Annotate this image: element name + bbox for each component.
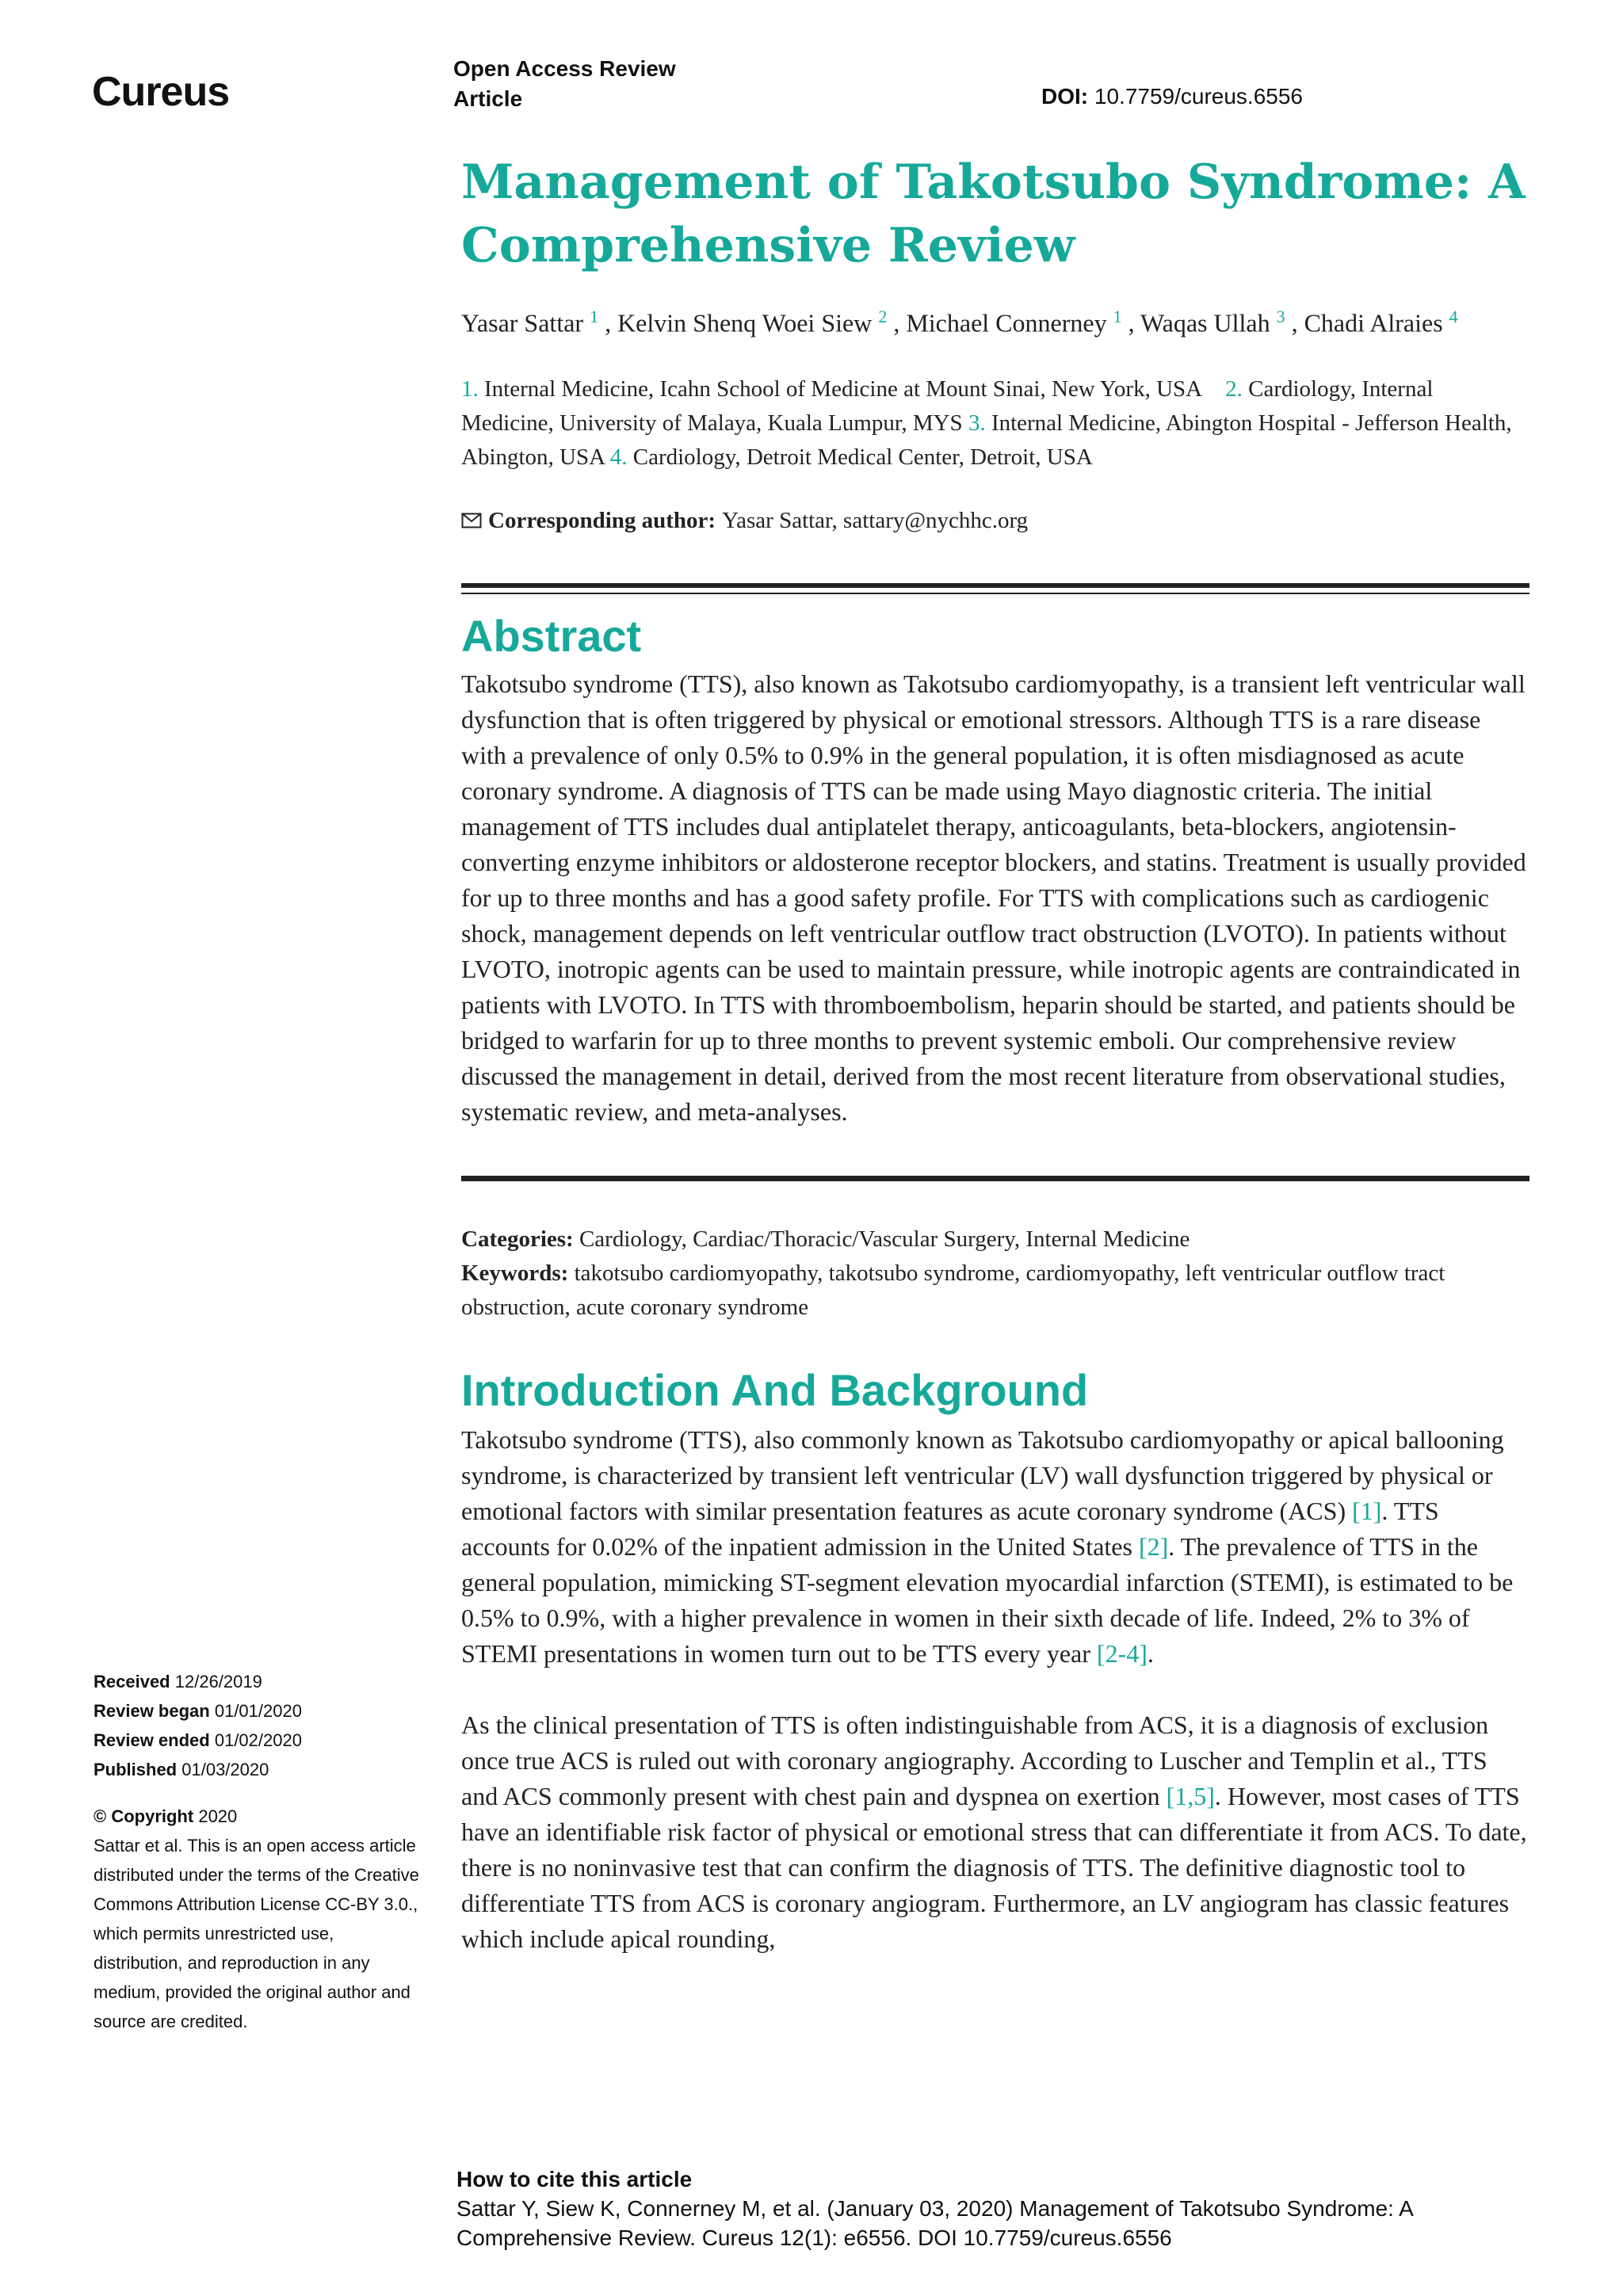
citation-link[interactable]: [1,5] bbox=[1166, 1781, 1215, 1810]
introduction-paragraph-1 bbox=[461, 1422, 1529, 1672]
author-affiliation-marker[interactable]: 2 bbox=[878, 307, 888, 326]
author-name[interactable]: Yasar Sattar bbox=[461, 308, 584, 338]
article-type bbox=[453, 54, 676, 114]
section-divider bbox=[461, 1176, 1529, 1181]
copyright-year: 2020 bbox=[198, 1806, 238, 1826]
abstract-heading: Abstract bbox=[461, 610, 642, 661]
doi-value[interactable]: 10.7759/cureus.6556 bbox=[1094, 84, 1303, 109]
article-type-line2: Article bbox=[453, 86, 523, 111]
categories-label: Categories: bbox=[461, 1226, 574, 1252]
affiliation-list bbox=[461, 372, 1529, 475]
cureus-logo[interactable]: Cureus bbox=[92, 69, 230, 115]
published-label: Published bbox=[94, 1760, 178, 1779]
review-began-value: 01/01/2020 bbox=[214, 1701, 302, 1721]
keywords-label: Keywords: bbox=[461, 1260, 569, 1286]
received-date bbox=[94, 1667, 426, 1696]
review-ended-label: Review ended bbox=[94, 1730, 210, 1750]
author-list: Yasar Sattar $^1$ , Kelvin Shenq Woei Siew $^2$ , Michael Connerney $^1$ , Waqas Ullah $^3$ , Chadi Alraies $^4$ bbox=[461, 307, 1458, 338]
citation-link[interactable]: [2-4] bbox=[1096, 1638, 1148, 1668]
author-affiliation-marker[interactable]: 4 bbox=[1449, 307, 1458, 326]
abstract-text: Takotsubo syndrome (TTS), also known as Takotsubo cardiomyopathy, is a transient left ventricular wall dysfunction that is often triggered by physical or emotional stressors. Although TTS is a rare disease with a prevalence of only 0.5% to 0.9% in the general population, it is often misdiagnosed as acute coronary syndrome. A diagnosis of TTS can be made using Mayo diagnostic criteria. The initial management of TTS includes dual antiplatelet therapy, anticoagulants, beta-blockers, angiotensin-converting enzyme inhibitors or aldosterone receptor blockers, and statins. Treatment is usually provided for up to three months and has a good safety profile. For TTS with complications such as cardiogenic shock, management depends on left ventricular outflow tract obstruction (LVOTO). In patients without LVOTO, inotropic agents can be used to maintain pressure, while inotropic agents are contraindicated in patients with LVOTO. In TTS with thromboembolism, heparin should be started, and patients should be bridged to warfarin for up to three months to prevent systemic emboli. Our comprehensive review discussed the management in detail, derived from the most recent literature from observational studies, systematic review, and meta-analyses. bbox=[461, 669, 1526, 1126]
introduction-paragraph-2 bbox=[461, 1707, 1529, 1957]
cite-heading: How to cite this article bbox=[456, 2167, 693, 2191]
paragraph-text: . bbox=[1147, 1638, 1154, 1668]
article-type-line1: Open Access Review bbox=[453, 56, 676, 81]
affiliation-text: Internal Medicine, Abington Hospital - Jefferson Health, Abington, USA bbox=[461, 410, 1512, 470]
corresponding-value[interactable]: Yasar Sattar, sattary@nychhc.org bbox=[722, 507, 1029, 533]
article-title: Management of Takotsubo Syndrome: A Comprehensive Review bbox=[461, 154, 1526, 273]
citation-link[interactable]: [1] bbox=[1352, 1496, 1382, 1525]
author-name[interactable]: Kelvin Shenq Woei Siew bbox=[617, 308, 873, 338]
affiliation-text: Cardiology, Internal Medicine, University of Malaya, Kuala Lumpur, MYS bbox=[461, 376, 1434, 436]
review-began-date bbox=[94, 1696, 426, 1726]
review-began-label: Review began bbox=[94, 1701, 210, 1721]
paragraph-text: As the clinical presentation of TTS is often indistinguishable from ACS, it is a diagnosis of exclusion once true ACS is ruled out with coronary angiography. According to Luscher and Templin et al., TTS and ACS commonly present with chest pain and dyspnea on exertion bbox=[461, 1710, 1489, 1810]
author-name[interactable]: Chadi Alraies bbox=[1304, 308, 1443, 338]
paragraph-text: Takotsubo syndrome (TTS), also commonly known as Takotsubo cardiomyopathy or apical ballooning syndrome, is characterized by transient left ventricular (LV) wall dysfunction triggered by physical or emotional factors with similar presentation features as acute coronary syndrome (ACS) bbox=[461, 1425, 1504, 1525]
section-divider bbox=[461, 583, 1529, 588]
review-ended-date bbox=[94, 1726, 426, 1755]
author-name[interactable]: Waqas Ullah bbox=[1140, 308, 1270, 338]
keywords-value: takotsubo cardiomyopathy, takotsubo syndrome, cardiomyopathy, left ventricular outflow tract obstruction, acute coronary syndrome bbox=[461, 1260, 1445, 1320]
review-ended-value: 01/02/2020 bbox=[214, 1730, 302, 1750]
section-divider bbox=[461, 593, 1529, 594]
envelope-icon bbox=[461, 513, 482, 528]
author-affiliation-marker[interactable]: 1 bbox=[590, 307, 599, 326]
categories-line bbox=[461, 1222, 1529, 1257]
corresponding-author bbox=[461, 508, 1529, 534]
how-to-cite bbox=[456, 2164, 1566, 2252]
keywords-line bbox=[461, 1257, 1529, 1325]
license-text: Sattar et al. This is an open access article distributed under the terms of the Creative Commons Attribution License CC-BY 3.0., which permits unrestricted use, distribution, and reproduction in any medium, provided the original author and source are credited. bbox=[94, 1836, 419, 2031]
paragraph-text: . The prevalence of TTS in the general population, mimicking ST-segment elevation myocardial infarction (STEMI), is estimated to be 0.5% to 0.9%, with a higher prevalence in women in their sixth decade of life. Indeed, 2% to 3% of STEMI presentations in women turn out to be TTS every year bbox=[461, 1531, 1514, 1668]
paragraph-text: . However, most cases of TTS have an identifiable risk factor of physical or emotional stress that can differentiate it from ACS. To date, there is no noninvasive test that can confirm the diagnosis of TTS. The definitive diagnostic tool to differentiate TTS from ACS is coronary angiogram. Furthermore, an LV angiogram has classic features which include apical rounding, bbox=[461, 1781, 1527, 1953]
affiliation-text: Cardiology, Detroit Medical Center, Detroit, USA bbox=[632, 444, 1093, 470]
article-main bbox=[461, 151, 1529, 1957]
affiliation-number: 3. bbox=[968, 410, 986, 436]
citation-link[interactable]: [2] bbox=[1138, 1531, 1169, 1561]
published-date bbox=[94, 1755, 426, 1784]
corresponding-label: Corresponding author: bbox=[488, 507, 716, 533]
affiliation-number: 1. bbox=[461, 376, 479, 402]
header-doi[interactable] bbox=[1041, 84, 1303, 109]
categories-value: Cardiology, Cardiac/Thoracic/Vascular Surgery, Internal Medicine bbox=[579, 1226, 1190, 1252]
article-metadata bbox=[461, 1222, 1529, 1325]
cite-text: Sattar Y, Siew K, Connerney M, et al. (January 03, 2020) Management of Takotsubo Syndrome: A Comprehensive Review. Cureus 12(1): e6556. DOI 10.7759/cureus.6556 bbox=[456, 2196, 1413, 2250]
affiliation-number: 4. bbox=[609, 444, 628, 470]
paragraph-text: . TTS accounts for 0.02% of the inpatient admission in the United States bbox=[461, 1496, 1439, 1561]
doi-label: DOI: bbox=[1041, 84, 1089, 109]
received-value: 12/26/2019 bbox=[174, 1672, 262, 1691]
author-name[interactable]: Michael Connerney bbox=[906, 308, 1107, 338]
published-value: 01/03/2020 bbox=[181, 1760, 269, 1779]
affiliation-text: Internal Medicine, Icahn School of Medicine at Mount Sinai, New York, USA bbox=[484, 376, 1203, 402]
article-sidebar bbox=[94, 1667, 426, 2036]
author-affiliation-marker[interactable]: 3 bbox=[1276, 307, 1285, 326]
received-label: Received bbox=[94, 1672, 170, 1691]
copyright-line bbox=[94, 1802, 426, 1831]
author-affiliation-marker[interactable]: 1 bbox=[1113, 307, 1122, 326]
copyright-label: © Copyright bbox=[94, 1806, 194, 1826]
introduction-heading: Introduction And Background bbox=[461, 1364, 1089, 1415]
affiliation-number: 2. bbox=[1225, 376, 1243, 402]
